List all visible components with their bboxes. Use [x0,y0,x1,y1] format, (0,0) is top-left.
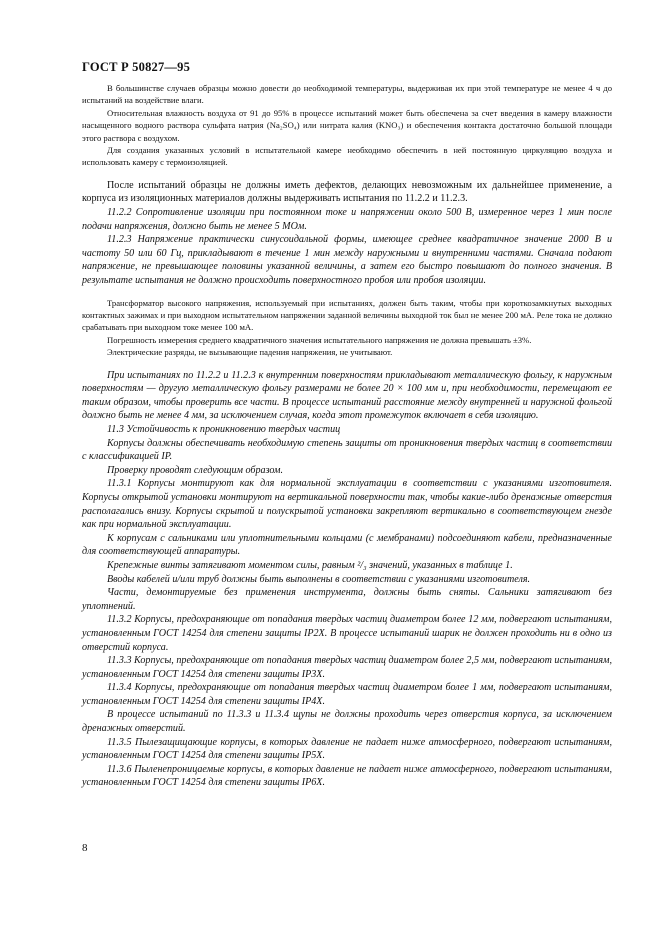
clause-11-3-title: 11.3 Устойчивость к проникновению твердых частиц [107,424,341,435]
paragraph: Части, демонтируемые без применения инструмента, должны быть сняты. Сальники затягивают без уплотнений. [82,587,612,612]
paragraph: После испытаний образцы не должны иметь дефектов, делающих невозможным их дальнейшее применение, а корпуса из изоляционных материалов должны выдерживать испытания по 11.2.2 и 11.2.3. [82,179,612,205]
clause-11-2-3: 11.2.3 Напряжение практически синусоидальной формы, имеющее среднее квадратичное значение 2000 В и частоту 50 или 60 Гц, прикладывают в течение 1 мин между наружными и внутренними частями. Сначала подают напряжение, не превышающее половины указанной величины, а затем его быстро повышают до полного значения. В результате испытания не должно происходить поверхностного пробоя или пробоя изоляции. [82,234,612,286]
paragraph: При испытаниях по 11.2.2 и 11.2.3 к внутренним поверхностям прикладывают металлическую фольгу, к наружным поверхностям — другую металлическую фольгу размерами не более 20 × 100 мм и, при необходимости, перемещают ее таким образом, чтобы проверить все части. В процессе испытаний расстояние между внутренней и наружной фольгой должно быть не менее 4 мм, за исключением случая, когда этот промежуток включает в себя изоляцию. [82,369,612,422]
clause-11-3-3: 11.3.3 Корпусы, предохраняющие от попадания твердых частиц диаметром более 2,5 мм, подвергают испытаниям, установленным ГОСТ 14254 для степени защиты IP3X. [82,655,612,680]
paragraph: Трансформатор высокого напряжения, используемый при испытаниях, должен быть таким, чтобы при короткозамкнутых выходных контактных зажимах и при выходном испытательном напряжении заданной величины выходной ток был не менее 200 мА. Реле тока не должно срабатывать при выходном токе менее 100 мА. [82,297,612,333]
paragraph: В процессе испытаний по 11.3.3 и 11.3.4 щупы не должны проходить через отверстия корпуса, за исключением дренажных отверстий. [82,709,612,735]
clause-11-3-1: 11.3.1 Корпусы монтируют как для нормальной эксплуатации в соответствии с указаниями изготовителя. Корпусы открытой установки монтируют на вертикальной поверхности так, чтобы какие-либо дренажные отверстия располагались внизу. Корпусы скрытой и полускрытой установки закрепляют вертикально в соответствующем гнезде как при нормальной эксплуатации. [82,478,612,531]
page-number: 8 [82,842,88,854]
clause-11-2-2: 11.2.2 Сопротивление изоляции при постоянном токе и напряжении около 500 В, измеренное через 1 мин после подачи напряжения, должно быть не менее 5 МОм. [82,207,612,232]
paragraph: Погрешность измерения среднего квадратичного значения испытательного напряжения не должна превышать ±3%. [107,334,532,345]
paragraph: К корпусам с сальниками или уплотнительными кольцами (с мембранами) подсоединяют кабели, предназначенные для соответствующей аппаратуры. [82,532,612,558]
paragraph: Крепежные винты затягивают моментом силы, равным ²/₃ значений, указанных в таблице 1. [107,559,513,571]
page-body [82,82,612,790]
clause-11-3-4: 11.3.4 Корпусы, предохраняющие от попадания твердых частиц диаметром более 1 мм, подвергают испытаниям, установленным ГОСТ 14254 для степени защиты IP4X. [82,682,612,707]
paragraph: Корпусы должны обеспечивать необходимую степень защиты от проникновения твердых частиц в соответствии с классификацией IP. [82,437,612,463]
paragraph: Проверку проводят следующим образом. [107,464,284,476]
paragraph: Для создания указанных условий в испытательной камере необходимо обеспечить в ней постоянную циркуляцию воздуха и использовать камеру с термоизоляцией. [82,145,612,168]
paragraph: Относительная влажность воздуха от 91 до 95% в процессе испытаний может быть обеспечена за счет введения в камеру влажности насыщенного водного раствора сульфата натрия (Na₂SO₄) или нитрата калия (KNO₃) и обеспечения контакта достаточно большой площади этого раствора с воздухом. [82,107,612,143]
paragraph: В большинстве случаев образцы можно довести до необходимой температуры, выдерживая их при этой температуре не менее 4 ч до испытаний на воздействие влаги. [82,83,612,106]
document-header: ГОСТ Р 50827—95 [82,60,191,74]
paragraph: Электрические разряды, не вызывающие падения напряжения, не учитывают. [107,347,393,358]
clause-11-3-5: 11.3.5 Пылезащищающие корпусы, в которых давление не падает ниже атмосферного, подвергают испытаниям, установленным ГОСТ 14254 для степени защиты IP5X. [82,736,612,762]
paragraph: Вводы кабелей и/или труб должны быть выполнены в соответствии с указаниями изготовителя. [107,573,531,585]
clause-11-3-6: 11.3.6 Пыленепроницаемые корпусы, в которых давление не падает ниже атмосферного, подвергают испытаниям, установленным ГОСТ 14254 для степени защиты IP6X. [82,763,612,789]
clause-11-3-2: 11.3.2 Корпусы, предохраняющие от попадания твердых частиц диаметром более 12 мм, подвергают испытаниям, установленным ГОСТ 14254 для степени защиты IP2X. В процессе испытаний шарик не должен проходить ни в одно из отверстий корпуса. [82,614,612,653]
